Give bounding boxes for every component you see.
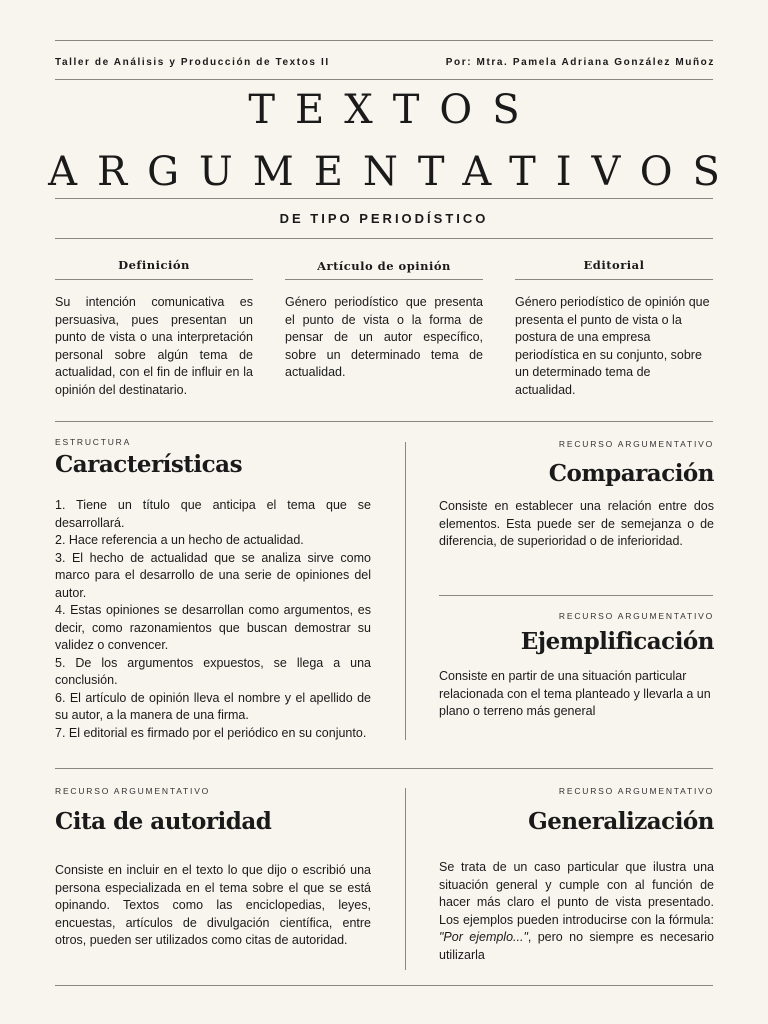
cita-text: Consiste en incluir en el texto lo que dijo o escribió una persona especializada en el tema sobre el que se está opinando. Textos como las enciclopedias, leyes, encuestas, artículos de divulgación científica, entre otros, pueden ser utilizados como citas de autoridad. [55,863,371,947]
list-item: 4. Estas opiniones se desarrollan como argumentos, es decir, como razonamientos que buscan demostrar su validez o convencer. [55,603,371,652]
ejemplificacion-text: Consiste en partir de una situación particular relacionada con el tema planteado y llevarla a un plano o terreno más general [439,669,711,718]
generalizacion-text-main: Se trata de un caso particular que ilustra una situación general y cumple con al función de hacer más claro el punto de vista presentado. Los ejemplos pueden introducirse con la fórmula: [439,860,714,927]
title-line-2: ARGUMENTATIVOS [48,149,740,195]
column-rule-2 [285,279,483,280]
generalizacion-text [439,859,714,964]
generalizacion-heading: Generalización [528,808,714,835]
ejemplificacion-heading: Ejemplificación [520,628,714,655]
column-divider-1 [405,442,406,740]
list-item: 2. Hace referencia a un hecho de actualidad. [55,533,304,547]
caracteristicas-heading: Características [55,451,243,478]
generalizacion-example-formula: "Por ejemplo..." [439,930,528,944]
column-rule-1 [55,279,253,280]
column-heading-editorial: Editorial [583,258,645,272]
cita-kicker: RECURSO ARGUMENTATIVO [55,786,211,796]
cita-heading: Cita de autoridad [55,808,272,835]
subtitle: DE TIPO PERIODÍSTICO [279,211,489,226]
section-rule-1 [55,421,713,422]
column-heading-definicion: Definición [118,258,190,272]
section-rule-2 [55,768,713,769]
generalizacion-text-end: , pero no siempre es necesario utilizarla [439,930,714,962]
ejemplificacion-kicker: RECURSO ARGUMENTATIVO [558,611,714,621]
list-item: 6. El artículo de opinión lleva el nombre y el apellido de su autor, a la manera de una firma. [55,690,371,722]
column-divider-2 [405,788,406,970]
header-rule [55,79,713,80]
column-text-definicion: Su intención comunicativa es persuasiva, pues presentan un punto de vista o una interpretación personal sobre algún tema de actualidad, con el fin de influir en la opinión del destinatario. [55,295,253,397]
list-item: 1. Tiene un título que anticipa el tema que se desarrollará. [55,498,371,530]
column-rule-3 [515,279,713,280]
column-heading-articulo: Artículo de opinión [317,259,451,273]
section-rule-right [439,595,713,596]
list-item: 5. De los argumentos expuestos, se llega a una conclusión. [55,655,371,687]
title-line-1: TEXTOS [248,87,540,133]
subtitle-rule [55,238,713,239]
top-rule [55,40,713,41]
list-item: 3. El hecho de actualidad que se analiza sirve como marco para el desarrollo de una serie de opiniones del autor. [55,550,371,600]
column-text-articulo: Género periodístico que presenta el punto de vista o la forma de pensar de un autor específico, sobre un determinado tema de actualidad. [285,295,483,379]
comparacion-kicker: RECURSO ARGUMENTATIVO [558,439,714,449]
title-rule [55,198,713,199]
list-item: 7. El editorial es firmado por el periódico en su conjunto. [55,725,367,740]
comparacion-heading: Comparación [548,460,714,487]
column-text-editorial: Género periodístico de opinión que presenta el punto de vista o la postura de una empresa periodística en su conjunto, sobre un determinado tema de actualidad. [515,295,710,397]
caracteristicas-list [55,497,371,742]
generalizacion-kicker: RECURSO ARGUMENTATIVO [558,786,714,796]
author-name: Por: Mtra. Pamela Adriana González Muñoz [445,57,715,68]
bottom-rule [55,985,713,986]
comparacion-text: Consiste en establecer una relación entre dos elementos. Esta puede ser de semejanza o de diferencia, de superioridad o de inferioridad. [439,499,714,548]
course-name: Taller de Análisis y Producción de Textos II [55,57,330,68]
caracteristicas-kicker: ESTRUCTURA [55,437,132,447]
header-line [55,57,715,68]
